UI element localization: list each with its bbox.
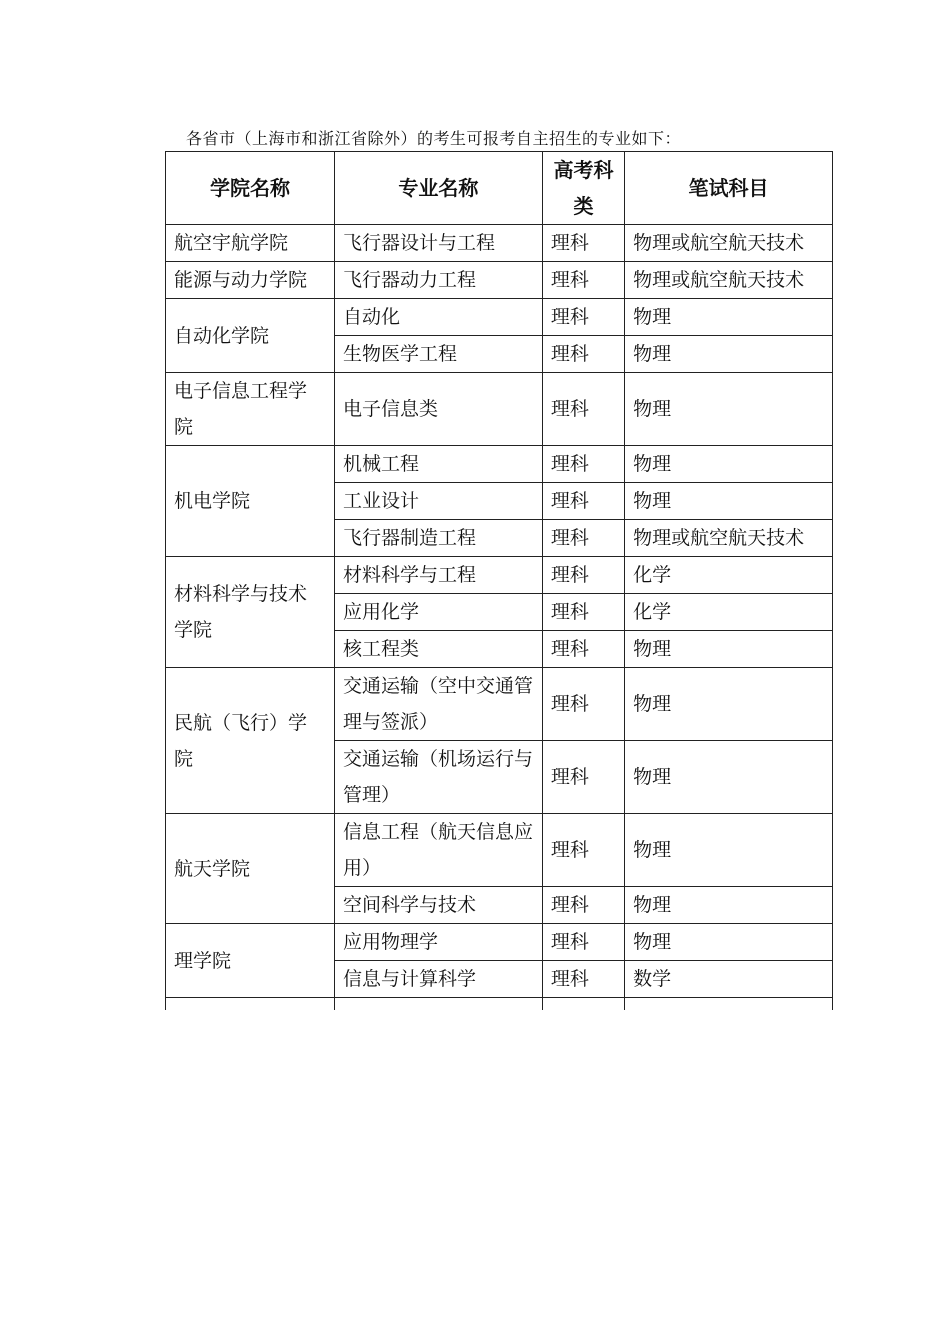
empty-cell <box>334 998 542 1011</box>
header-major: 专业名称 <box>334 152 542 225</box>
college-cell: 机电学院 <box>166 446 335 557</box>
category-cell: 理科 <box>542 336 624 373</box>
category-cell: 理科 <box>542 814 624 887</box>
exam-cell: 物理 <box>625 887 833 924</box>
exam-cell: 物理或航空航天技术 <box>625 520 833 557</box>
table-row <box>166 262 833 299</box>
major-cell: 生物医学工程 <box>334 336 542 373</box>
table-row <box>166 924 833 961</box>
college-cell: 航空宇航学院 <box>166 225 335 262</box>
exam-cell: 物理 <box>625 483 833 520</box>
exam-cell: 化学 <box>625 557 833 594</box>
exam-cell: 物理 <box>625 299 833 336</box>
exam-cell: 物理 <box>625 446 833 483</box>
major-cell: 电子信息类 <box>334 373 542 446</box>
college-cell: 电子信息工程学院 <box>166 373 335 446</box>
major-cell: 交通运输（空中交通管理与签派） <box>334 668 542 741</box>
table-row <box>166 299 833 336</box>
category-cell: 理科 <box>542 741 624 814</box>
major-cell: 材料科学与工程 <box>334 557 542 594</box>
exam-cell: 数学 <box>625 961 833 998</box>
exam-cell: 物理 <box>625 668 833 741</box>
major-cell: 应用化学 <box>334 594 542 631</box>
major-cell: 飞行器动力工程 <box>334 262 542 299</box>
exam-cell: 物理或航空航天技术 <box>625 262 833 299</box>
major-cell: 交通运输（机场运行与管理） <box>334 741 542 814</box>
intro-text: 各省市（上海市和浙江省除外）的考生可报考自主招生的专业如下： <box>186 129 682 148</box>
category-cell: 理科 <box>542 961 624 998</box>
category-cell: 理科 <box>542 520 624 557</box>
table-row <box>166 557 833 594</box>
exam-cell: 物理或航空航天技术 <box>625 225 833 262</box>
category-cell: 理科 <box>542 299 624 336</box>
empty-cell <box>625 998 833 1011</box>
category-cell: 理科 <box>542 262 624 299</box>
college-cell: 自动化学院 <box>166 299 335 373</box>
exam-cell: 物理 <box>625 741 833 814</box>
category-cell: 理科 <box>542 446 624 483</box>
category-cell: 理科 <box>542 483 624 520</box>
table-row <box>166 446 833 483</box>
category-cell: 理科 <box>542 668 624 741</box>
category-cell: 理科 <box>542 594 624 631</box>
major-cell: 飞行器设计与工程 <box>334 225 542 262</box>
college-cell: 民航（飞行）学院 <box>166 668 335 814</box>
category-cell: 理科 <box>542 631 624 668</box>
exam-cell: 物理 <box>625 814 833 887</box>
exam-cell: 物理 <box>625 336 833 373</box>
college-cell: 能源与动力学院 <box>166 262 335 299</box>
header-category: 高考科类 <box>542 152 624 225</box>
major-cell: 信息与计算科学 <box>334 961 542 998</box>
table-row <box>166 373 833 446</box>
major-cell: 飞行器制造工程 <box>334 520 542 557</box>
empty-cell <box>166 998 335 1011</box>
exam-cell: 物理 <box>625 631 833 668</box>
header-college: 学院名称 <box>166 152 335 225</box>
category-cell: 理科 <box>542 924 624 961</box>
category-cell: 理科 <box>542 373 624 446</box>
header-exam: 笔试科目 <box>625 152 833 225</box>
major-cell: 空间科学与技术 <box>334 887 542 924</box>
major-cell: 机械工程 <box>334 446 542 483</box>
major-cell: 核工程类 <box>334 631 542 668</box>
table-row-cut-off <box>166 998 833 1011</box>
table-header-row <box>166 152 833 225</box>
table-row <box>166 225 833 262</box>
table-row <box>166 668 833 741</box>
major-cell: 自动化 <box>334 299 542 336</box>
college-cell: 理学院 <box>166 924 335 998</box>
exam-cell: 物理 <box>625 373 833 446</box>
exam-cell: 物理 <box>625 924 833 961</box>
empty-cell <box>542 998 624 1011</box>
major-cell: 信息工程（航天信息应用） <box>334 814 542 887</box>
category-cell: 理科 <box>542 557 624 594</box>
college-cell: 材料科学与技术学院 <box>166 557 335 668</box>
table-row <box>166 814 833 887</box>
major-cell: 工业设计 <box>334 483 542 520</box>
category-cell: 理科 <box>542 887 624 924</box>
college-cell: 航天学院 <box>166 814 335 924</box>
exam-cell: 化学 <box>625 594 833 631</box>
category-cell: 理科 <box>542 225 624 262</box>
majors-table <box>165 151 833 1010</box>
major-cell: 应用物理学 <box>334 924 542 961</box>
majors-table-container <box>165 151 833 1010</box>
